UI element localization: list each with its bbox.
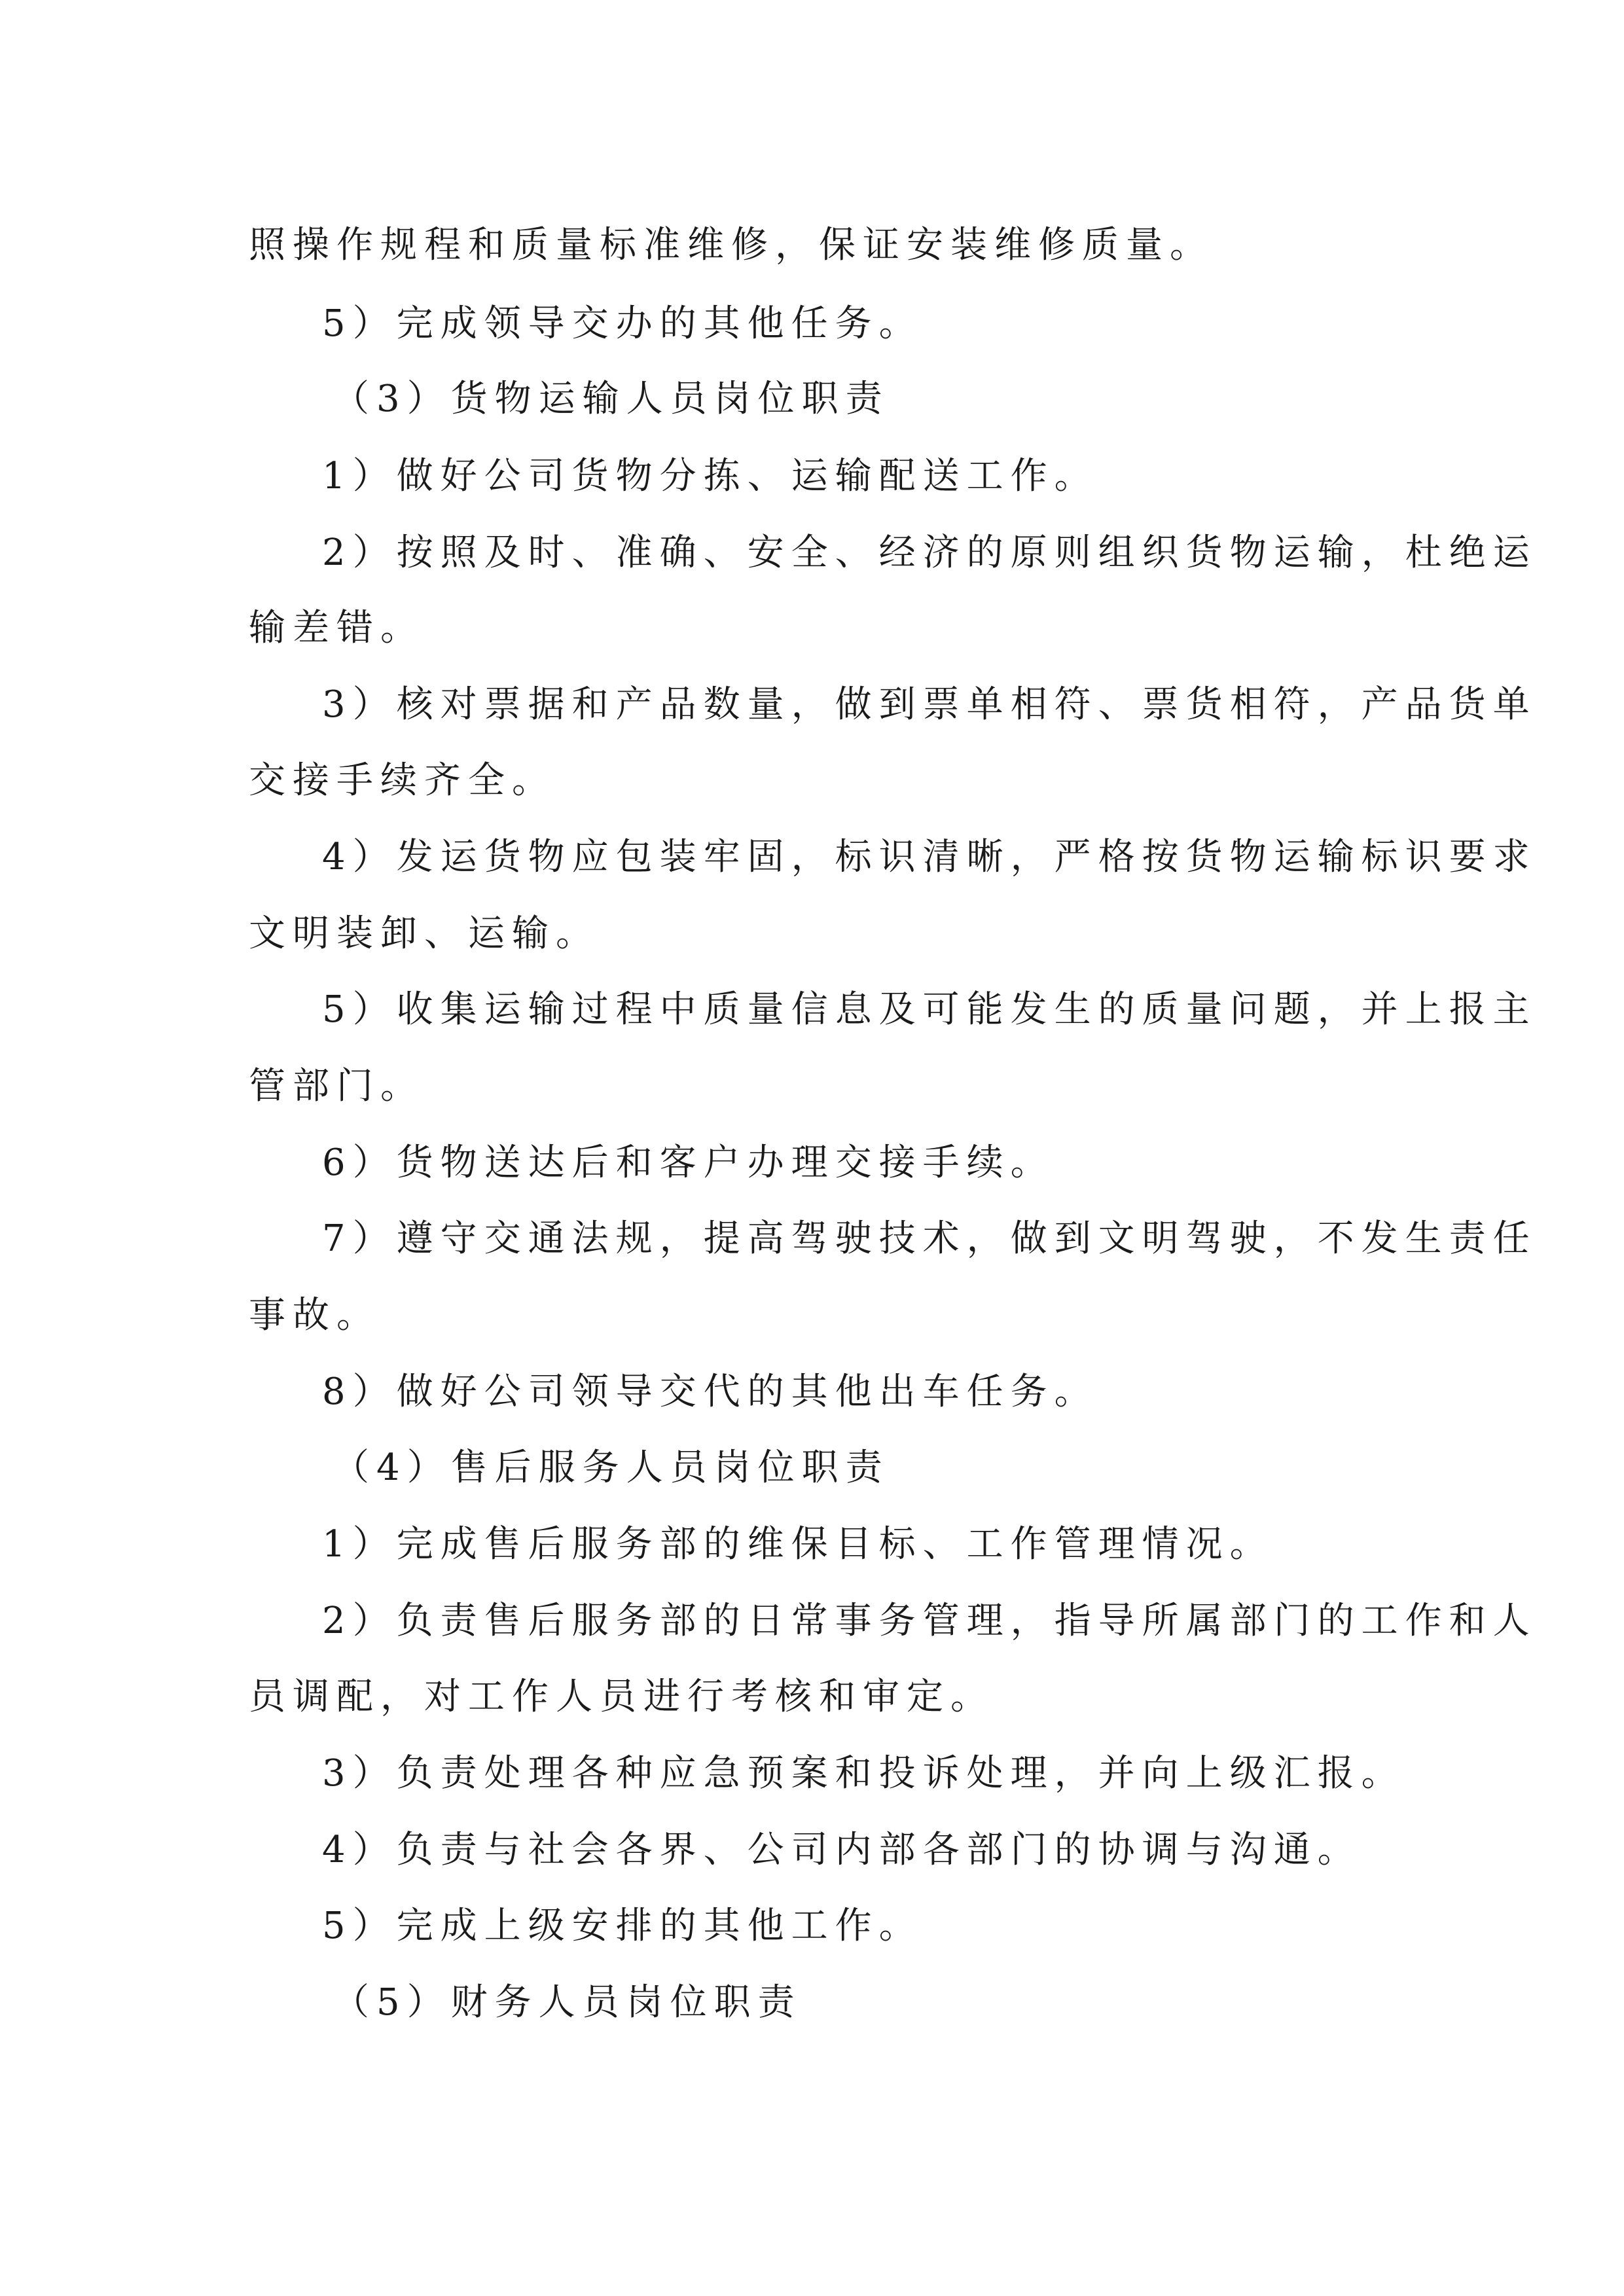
list-item-line: 2）按照及时、准确、安全、经济的原则组织货物运输，杜绝运 bbox=[322, 531, 1537, 574]
paragraph-line: 交接手续齐全。 bbox=[249, 759, 556, 802]
list-item-line: 8）做好公司领导交代的其他出车任务。 bbox=[322, 1371, 1098, 1413]
list-item-line: 1）做好公司货物分拣、运输配送工作。 bbox=[322, 455, 1098, 497]
list-item-line: 3）负责处理各种应急预案和投诉处理，并向上级汇报。 bbox=[322, 1752, 1405, 1795]
section-heading: （4）售后服务人员岗位职责 bbox=[333, 1446, 890, 1489]
list-item-line: 5）收集运输过程中质量信息及可能发生的质量问题，并上报主 bbox=[322, 988, 1537, 1031]
paragraph-line: 照操作规程和质量标准维修，保证安装维修质量。 bbox=[249, 224, 1214, 266]
section-heading: （5）财务人员岗位职责 bbox=[333, 1981, 802, 2024]
list-item-line: 4）发运货物应包装牢固，标识清晰，严格按货物运输标识要求 bbox=[322, 836, 1537, 878]
section-heading: （3）货物运输人员岗位职责 bbox=[333, 378, 890, 420]
list-item-line: 5）完成领导交办的其他任务。 bbox=[322, 302, 923, 345]
list-item-line: 3）核对票据和产品数量，做到票单相符、票货相符，产品货单 bbox=[322, 683, 1537, 726]
list-item-line: 7）遵守交通法规，提高驾驶技术，做到文明驾驶，不发生责任 bbox=[322, 1217, 1537, 1260]
list-item-line: 5）完成上级安排的其他工作。 bbox=[322, 1905, 923, 1947]
paragraph-line: 事故。 bbox=[249, 1294, 380, 1336]
paragraph-line: 文明装卸、运输。 bbox=[249, 912, 600, 955]
paragraph-line: 员调配，对工作人员进行考核和审定。 bbox=[249, 1676, 994, 1718]
list-item-line: 2）负责售后服务部的日常事务管理，指导所属部门的工作和人 bbox=[322, 1600, 1537, 1642]
list-item-line: 1）完成售后服务部的维保目标、工作管理情况。 bbox=[322, 1523, 1274, 1566]
list-item-line: 6）货物送达后和客户办理交接手续。 bbox=[322, 1141, 1055, 1184]
list-item-line: 4）负责与社会各界、公司内部各部门的协调与沟通。 bbox=[322, 1829, 1362, 1871]
paragraph-line: 输差错。 bbox=[249, 607, 424, 649]
paragraph-line: 管部门。 bbox=[249, 1065, 424, 1107]
